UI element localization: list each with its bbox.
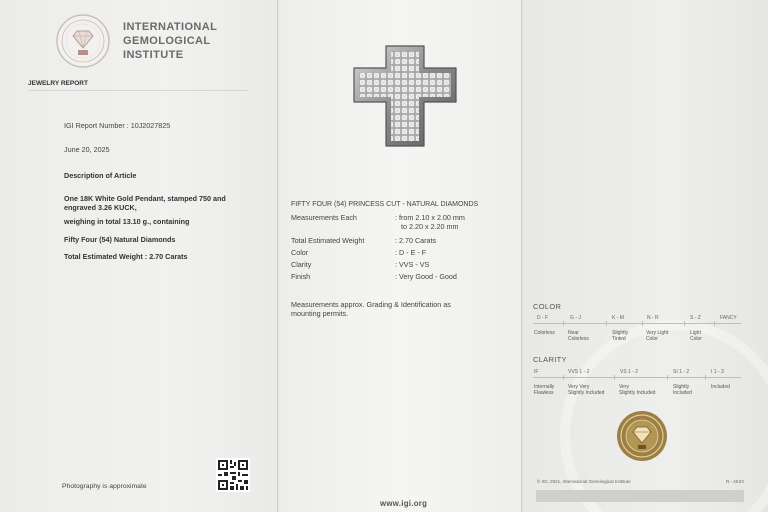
spec-value-color: : D - E - F [395,248,427,257]
description-heading: Description of Article [64,171,137,180]
clarity-desc: Internally Flawless [534,384,555,396]
spec-label-clarity: Clarity [291,260,312,269]
spec-value-finish: : Very Good - Good [395,272,457,281]
spec-value-measurements: : from 2.10 x 2.00 mm [395,213,465,222]
color-scale-label: D - F [537,315,549,321]
report-number: IGI Report Number : 10J2027825 [64,121,171,130]
clarity-scale-label: VVS 1 - 2 [568,369,590,375]
scale-tick [714,321,715,326]
total-weight: Total Estimated Weight : 2.70 Carats [64,252,188,261]
report-date: June 20, 2025 [64,145,110,154]
clarity-scale-label: SI 1 - 2 [673,369,690,375]
scale-tick [563,321,564,326]
grading-note-line1: Measurements approx. Grading & Identification as [291,300,451,309]
institute-name-line2: GEMOLOGICAL [123,35,211,47]
description-line3: weighing in total 13.10 g., containing [64,217,190,226]
scale-tick [667,375,668,380]
igi-seal-logo-icon [56,14,110,68]
color-scale-label: S - Z [690,315,701,321]
report-front-panel [0,0,278,512]
report-type: JEWELRY REPORT [28,80,88,87]
scale-tick [642,321,643,326]
color-desc: Colorless [534,330,555,336]
scale-tick [606,321,607,326]
igi-seal-gold-icon [616,410,668,462]
color-scale-label: G - J [570,315,581,321]
report-details-panel [279,0,522,512]
spec-label-weight: Total Estimated Weight [291,236,365,245]
clarity-scale-label: IF [534,369,539,375]
spec-value-weight: : 2.70 Carats [395,236,437,245]
color-desc: Light Color [690,330,702,342]
color-scale-bar [533,323,741,324]
scale-tick [705,375,706,380]
copyright-line: © IGI, 2021, International Gemological Institute [537,479,631,484]
clarity-desc: Slightly Included [673,384,692,396]
security-notice-bar [536,490,744,502]
clarity-scale-label: I 1 - 3 [711,369,724,375]
spec-label-measurements: Measurements Each [291,213,357,222]
institute-name-line3: INSTITUTE [123,49,184,61]
scale-tick [614,375,615,380]
form-code: R - 4K23 [726,479,744,484]
stone-heading: FIFTY FOUR (54) PRINCESS CUT - NATURAL DIAMONDS [291,201,479,208]
description-line1: One 18K White Gold Pendant, stamped 750 and [64,194,226,203]
scale-tick [684,321,685,326]
color-scale-label: K - M [612,315,624,321]
spec-label-color: Color [291,248,309,257]
description-line2: engraved 3.26 KUCK, [64,203,137,212]
color-desc: Near Colorless [568,330,589,342]
diamonds-line: Fifty Four (54) Natural Diamonds [64,235,176,244]
grading-note-line2: mounting permits. [291,309,349,318]
color-scale-label: N - R [647,315,659,321]
color-desc: Very Light Color [646,330,669,342]
spec-value-measurements-2: to 2.20 x 2.20 mm [401,222,459,231]
photography-note: Photography is approximate [62,483,147,490]
clarity-desc: Very Very Slightly Included [568,384,605,396]
scale-tick [563,375,564,380]
clarity-desc: Very Slightly Included [619,384,656,396]
color-desc: Slightly Tinted [612,330,629,342]
color-scale-label: FANCY [720,315,737,321]
qr-code-icon [216,458,250,492]
cross-pendant-photo-icon [352,44,458,150]
website-link[interactable]: www.igi.org [380,499,428,508]
institute-name-line1: INTERNATIONAL [123,21,218,33]
clarity-scale-label: VS 1 - 2 [620,369,639,375]
color-heading: COLOR [533,302,562,311]
spec-label-finish: Finish [291,272,311,281]
clarity-heading: CLARITY [533,355,567,364]
divider [28,90,248,91]
spec-value-clarity: : VVS - VS [395,260,430,269]
clarity-scale-bar [533,377,741,378]
clarity-desc: Included [711,384,730,390]
